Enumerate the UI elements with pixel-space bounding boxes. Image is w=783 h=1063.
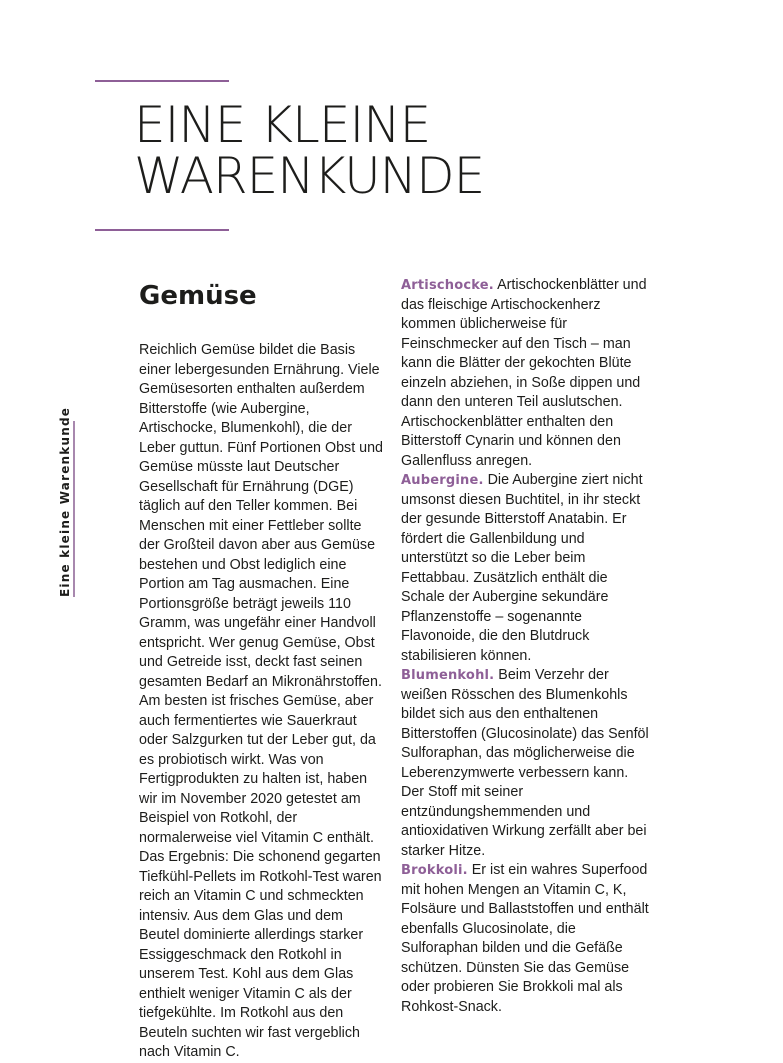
title-rule-top <box>95 80 229 82</box>
title-rule-bottom <box>95 229 229 231</box>
side-running-head <box>58 406 80 597</box>
side-running-head-text: Eine kleine Warenkunde <box>58 406 72 597</box>
entry-term: Blumenkohl. <box>401 668 495 683</box>
entry-text: Er ist ein wahres Superfood mit hohen Mengen an Vitamin C, K, Folsäure und Ballaststoffen und enthält ebenfalls Glucosinolate, die Sulforaphan bilden und die Gefäße schützen. Dünsten Sie das Gemüse oder probieren Sie Brokkoli mal als Rohkost-Snack. <box>401 862 649 1015</box>
entry-term: Brokkoli. <box>401 863 468 878</box>
page-title-line-1: EINE KLEINE <box>134 96 431 154</box>
right-column <box>401 276 651 1017</box>
side-running-head-rule <box>73 421 75 597</box>
entry-text: Die Aubergine ziert nicht umsonst diesen Buchtitel, in ihr steckt der gesunde Bitterstoff Anatabin. Er fördert die Gallenbildung und unterstützt so die Leber beim Fettabbau. Zusätzlich enthält die Schale der Aubergine sekundäre Pflanzenstoffe – sogenannte Flavonoide, die den Blutdruck stabilisieren können. <box>401 472 643 664</box>
entry-brokkoli <box>401 861 651 1017</box>
entry-text: Beim Verzehr der weißen Rösschen des Blumenkohls bildet sich aus den enthaltenen Bitterstoffen (Glucosinolate) das Senföl Sulforaphan, das möglicherweise die Leberenzymwerte verbessern kann. Der Stoff mit seiner entzündungshemmenden und antioxidativen Wirkung zerfällt aber bei starker Hitze. <box>401 667 649 859</box>
entry-blumenkohl <box>401 666 651 861</box>
entry-artischocke <box>401 276 651 471</box>
entry-aubergine <box>401 471 651 666</box>
left-column <box>139 276 383 1063</box>
entry-text: Artischockenblätter und das fleischige Artischockenherz kommen üblicherweise für Feinschmecker auf den Tisch – man kann die Blätter der gekochten Blüte einzeln abziehen, in Soße dippen und dann den unteren Teil auslutschen. Artischockenblätter enthalten den Bitterstoff Cynarin und können den Gallenfluss anregen. <box>401 277 647 469</box>
entry-term: Aubergine. <box>401 473 484 488</box>
section-body-text: Reichlich Gemüse bildet die Basis einer lebergesunden Ernährung. Viele Gemüsesorten enthalten außerdem Bitterstoffe (wie Aubergine, Artischocke, Blumenkohl), die der Leber guttun. Fünf Portionen Obst und Gemüse müsste laut Deutscher Gesellschaft für Ernährung (DGE) täglich auf den Teller kommen. Bei Menschen mit einer Fettleber sollte der Großteil davon aber aus Gemüse bestehen und Obst lediglich eine Portion am Tag ausmachen. Eine Portionsgröße beträgt jeweils 110 Gramm, was ungefähr einer Handvoll entspricht. Wer genug Gemüse, Obst und Getreide isst, deckt fast seinen gesamten Bedarf an Mikronährstoffen. Am besten ist frisches Gemüse, aber auch fermentiertes wie Sauerkraut oder Salzgurken tut der Leber gut, da es probiotisch wirkt. Was von Fertigprodukten zu halten ist, haben wir im November 2020 getestet am Beispiel von Rotkohl, der normalerweise viel Vitamin C enthält. Das Ergebnis: Die schonend gegarten Tiefkühl-Pellets im Rotkohl-Test waren reich an Vitamin C und schmeckten intensiv. Aus dem Glas und dem Beutel dominierte allerdings starker Essiggeschmack den Rotkohl in unserem Test. Kohl aus dem Glas enthielt weniger Vitamin C als der tiefgekühlte. Im Rotkohl aus den Beuteln suchten wir fast vergeblich nach Vitamin C. <box>139 342 384 1060</box>
page-title <box>134 96 485 205</box>
page-title-line-2: WARENKUNDE <box>134 147 485 205</box>
entry-term: Artischocke. <box>401 278 494 293</box>
section-heading: Gemüse <box>139 281 257 311</box>
